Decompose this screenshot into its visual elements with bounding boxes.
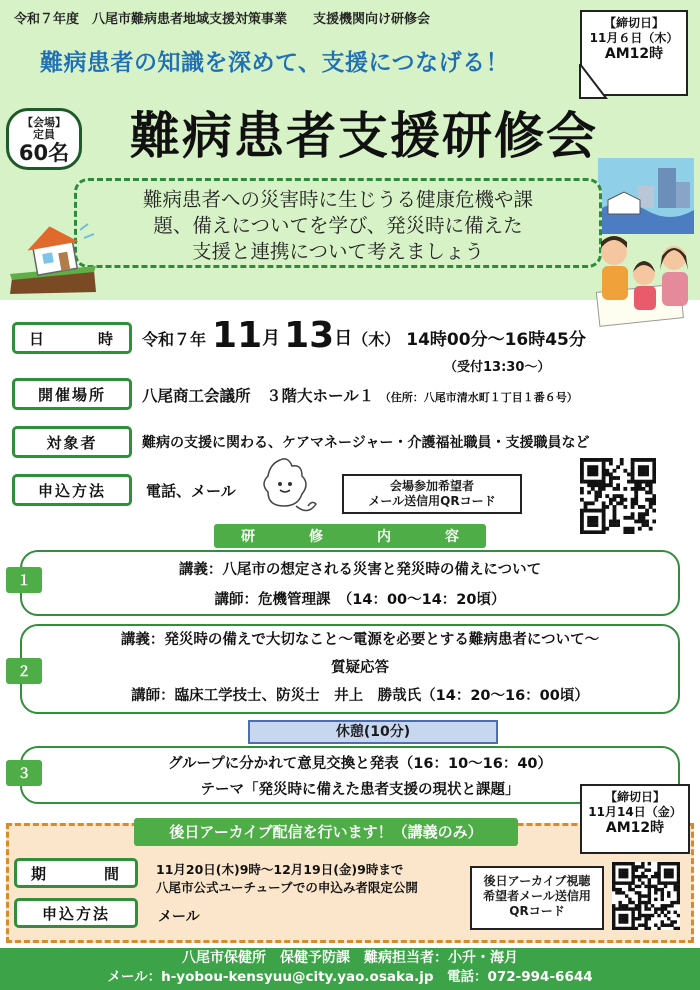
capacity-number: 60名	[18, 141, 70, 165]
venue-label	[12, 378, 132, 410]
session-number: １	[6, 567, 42, 593]
flooded-house-illustration	[8, 222, 98, 296]
month-unit: 月	[262, 328, 281, 349]
archive-qr-caption-line: QRコード	[509, 904, 565, 918]
footer-line-1: 八尾市保健所 保健予防課 難病担当者：小升・海月	[182, 950, 518, 966]
archive-apply-label	[14, 898, 138, 928]
session-line: 講師：危機管理課 （14：00～14：20頃）	[214, 592, 506, 608]
venue-name: 八尾商工会議所 ３階大ホール１	[142, 387, 375, 405]
archive-apply-label-text: 申込方法	[41, 904, 110, 923]
reception-time: （受付13:30～）	[444, 360, 551, 375]
target-label	[12, 426, 132, 458]
session-line: 質疑応答	[331, 660, 389, 676]
datetime-label-a: 日	[29, 329, 47, 348]
apply-text: 電話、メール	[146, 482, 236, 500]
period-label-b: 間	[103, 864, 121, 883]
event-series-line: 令和７年度 八尾市難病患者地域支援対策事業 支援機関向け研修会	[14, 12, 431, 27]
year-prefix: 令和７年	[142, 330, 207, 349]
archive-deadline-label: 【締切日】	[604, 790, 665, 804]
deadline-time: AM12時	[604, 46, 664, 62]
target-label-text: 対象者	[46, 433, 98, 452]
datetime-label	[12, 322, 132, 354]
venue-address: （住所：八尾市清水町１丁目１番６号）	[379, 391, 578, 404]
description-box	[74, 178, 602, 268]
archive-qr-caption	[470, 866, 604, 930]
program-heading-char: 修	[309, 529, 323, 545]
session-number: ３	[6, 760, 42, 786]
period-line-1: 11月20日(木)9時～12月19日(金)9時まで	[156, 862, 404, 877]
venue-label-text: 開催場所	[37, 385, 106, 404]
family-illustration	[592, 226, 696, 330]
deadline-label: 【締切日】	[603, 16, 664, 30]
page-title: 難病患者支援研修会	[130, 107, 598, 165]
target-text: 難病の支援に関わる、ケアマネージャー・介護福祉職員・支援職員など	[142, 435, 590, 451]
description-line: 題、備えについてを学び、発災時に備えた	[153, 214, 523, 237]
archive-apply-text: メール	[158, 909, 200, 925]
mascot-illustration	[258, 456, 322, 518]
archive-deadline-tag	[580, 784, 690, 854]
program-heading-char: 研	[241, 529, 255, 545]
program-heading-char: 内	[377, 529, 391, 545]
month-number: 11	[212, 315, 263, 356]
venue-qr-caption	[342, 474, 522, 514]
session-number: ２	[6, 658, 42, 684]
day-unit: 日	[334, 328, 353, 349]
period-label	[14, 858, 138, 888]
program-heading	[214, 524, 486, 548]
description-line: 支援と連携について考えましょう	[191, 240, 485, 263]
archive-qr-caption-line: 希望者メール送信用	[483, 889, 591, 903]
venue-qr-code[interactable]	[580, 458, 656, 534]
date-row	[142, 312, 586, 356]
archive-title: 後日アーカイブ配信を行います！（講義のみ）	[134, 818, 518, 846]
archive-qr-code[interactable]	[612, 862, 680, 930]
break-label: 休憩(10分)	[248, 720, 498, 744]
time-range: 14時00分～16時45分	[406, 330, 586, 350]
weekday: （木）	[352, 330, 401, 349]
capacity-venue: 【会場】	[22, 116, 66, 129]
disaster-city-illustration	[598, 158, 694, 234]
qr-caption-line: メール送信用QRコード	[368, 494, 496, 508]
catchphrase: 難病患者の知識を深めて、支援につなげる！	[40, 50, 510, 76]
apply-label-text: 申込方法	[37, 481, 106, 500]
capacity-label: 定員	[33, 128, 55, 141]
footer-contact	[0, 948, 700, 990]
deadline-date: 11月６日（木）	[589, 31, 679, 45]
session-line: グループに分かれて意見交換と発表（16：10～16：40）	[167, 756, 553, 772]
session-line: 講義：八尾市の想定される災害と発災時の備えについて	[178, 562, 542, 578]
capacity-badge	[6, 108, 82, 170]
day-number: 13	[284, 315, 335, 356]
qr-caption-line: 会場参加希望者	[389, 479, 474, 493]
datetime-label-b: 時	[97, 329, 115, 348]
program-heading-char: 容	[445, 529, 459, 545]
paper-fold-icon	[578, 64, 608, 100]
apply-label	[12, 474, 132, 506]
archive-deadline-time: AM12時	[605, 820, 665, 836]
archive-qr-caption-line: 後日アーカイブ視聴	[483, 874, 591, 888]
archive-deadline-date: 11月14日（金）	[588, 805, 682, 819]
session-line: テーマ「発災時に備えた患者支援の現状と課題」	[200, 782, 520, 798]
venue-row	[142, 384, 578, 406]
period-line-2: 八尾市公式ユーチューブでの申込み者限定公開	[156, 880, 418, 895]
period-label-a: 期	[31, 864, 49, 883]
session-line: 講師：臨床工学技士、防災士 井上 勝哉氏（14：20～16：00頃）	[131, 688, 589, 704]
footer-line-2: メール：h-yobou-kensyuu@city.yao.osaka.jp 電話：072-994-6644	[107, 969, 593, 985]
description-line: 難病患者への災害時に生じうる健康危機や課	[142, 188, 533, 211]
session-line: 講義：発災時の備えで大切なこと～電源を必要とする難病患者について～	[120, 632, 600, 648]
